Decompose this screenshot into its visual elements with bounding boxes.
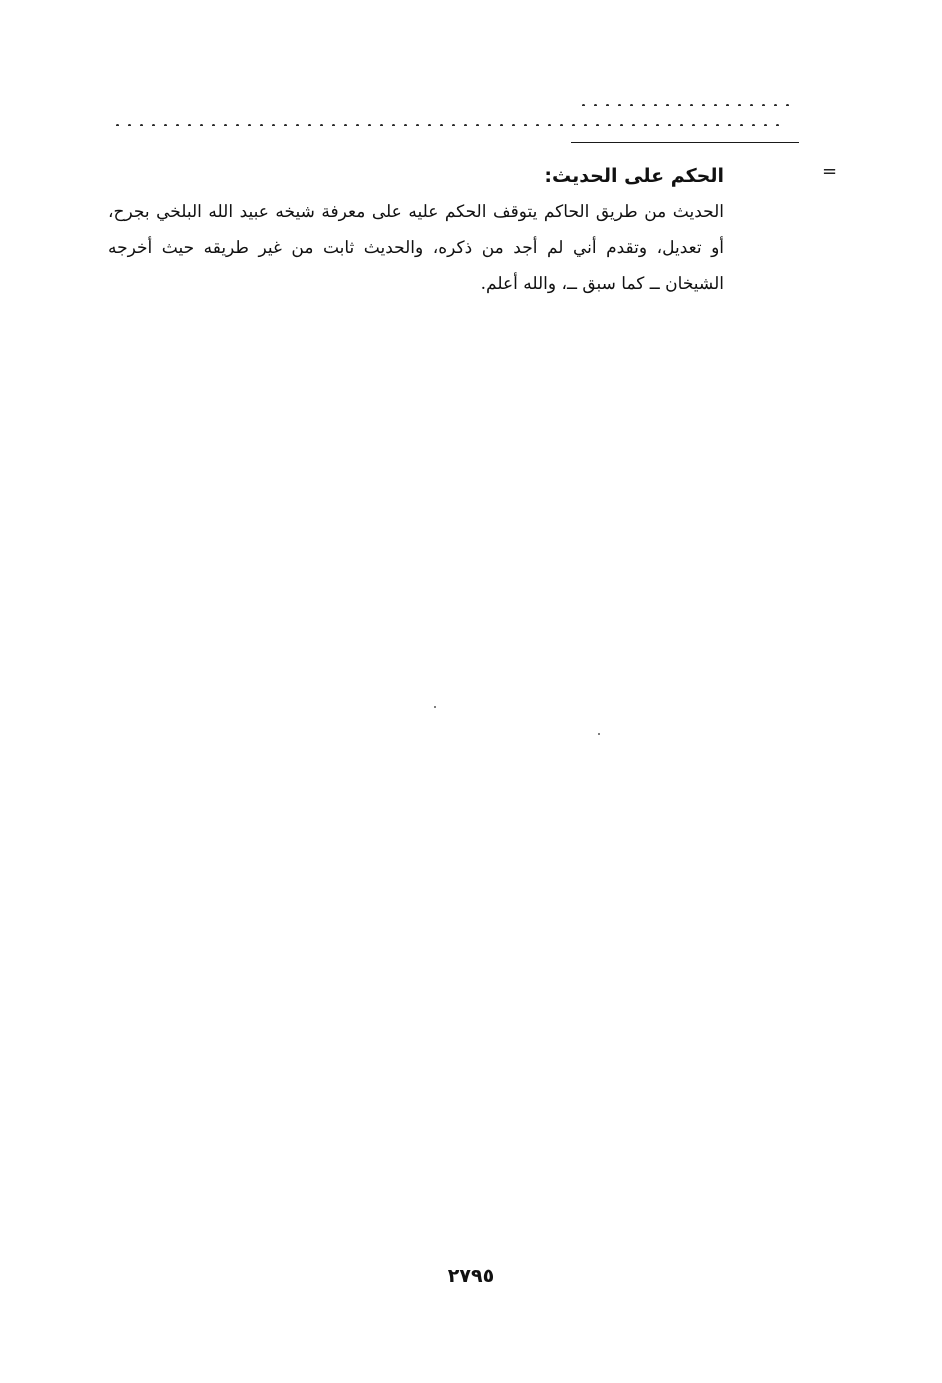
scan-speck xyxy=(598,733,600,735)
footnote-body: الحديث من طريق الحاكم يتوقف الحكم عليه على معرفة شيخه عبيد الله البلخي بجرح، أو تعديل، وتقدم أني لم أجد من ذكره، والحديث ثابت من غير طريقه حيث أخرجه الشيخان ــ كما سبق ــ، والله أعلم. xyxy=(108,202,724,294)
footnote-separator-rule xyxy=(571,142,799,143)
scan-speck xyxy=(434,706,436,708)
footnote-block xyxy=(108,158,724,302)
footnote-dotted-leader xyxy=(116,120,796,126)
footnote-dotted-leader-top xyxy=(582,100,794,106)
page-number: ٢٧٩٥ xyxy=(447,1265,495,1287)
continuation-mark: = xyxy=(822,161,838,182)
footnote-heading: الحكم على الحديث: xyxy=(544,165,724,187)
